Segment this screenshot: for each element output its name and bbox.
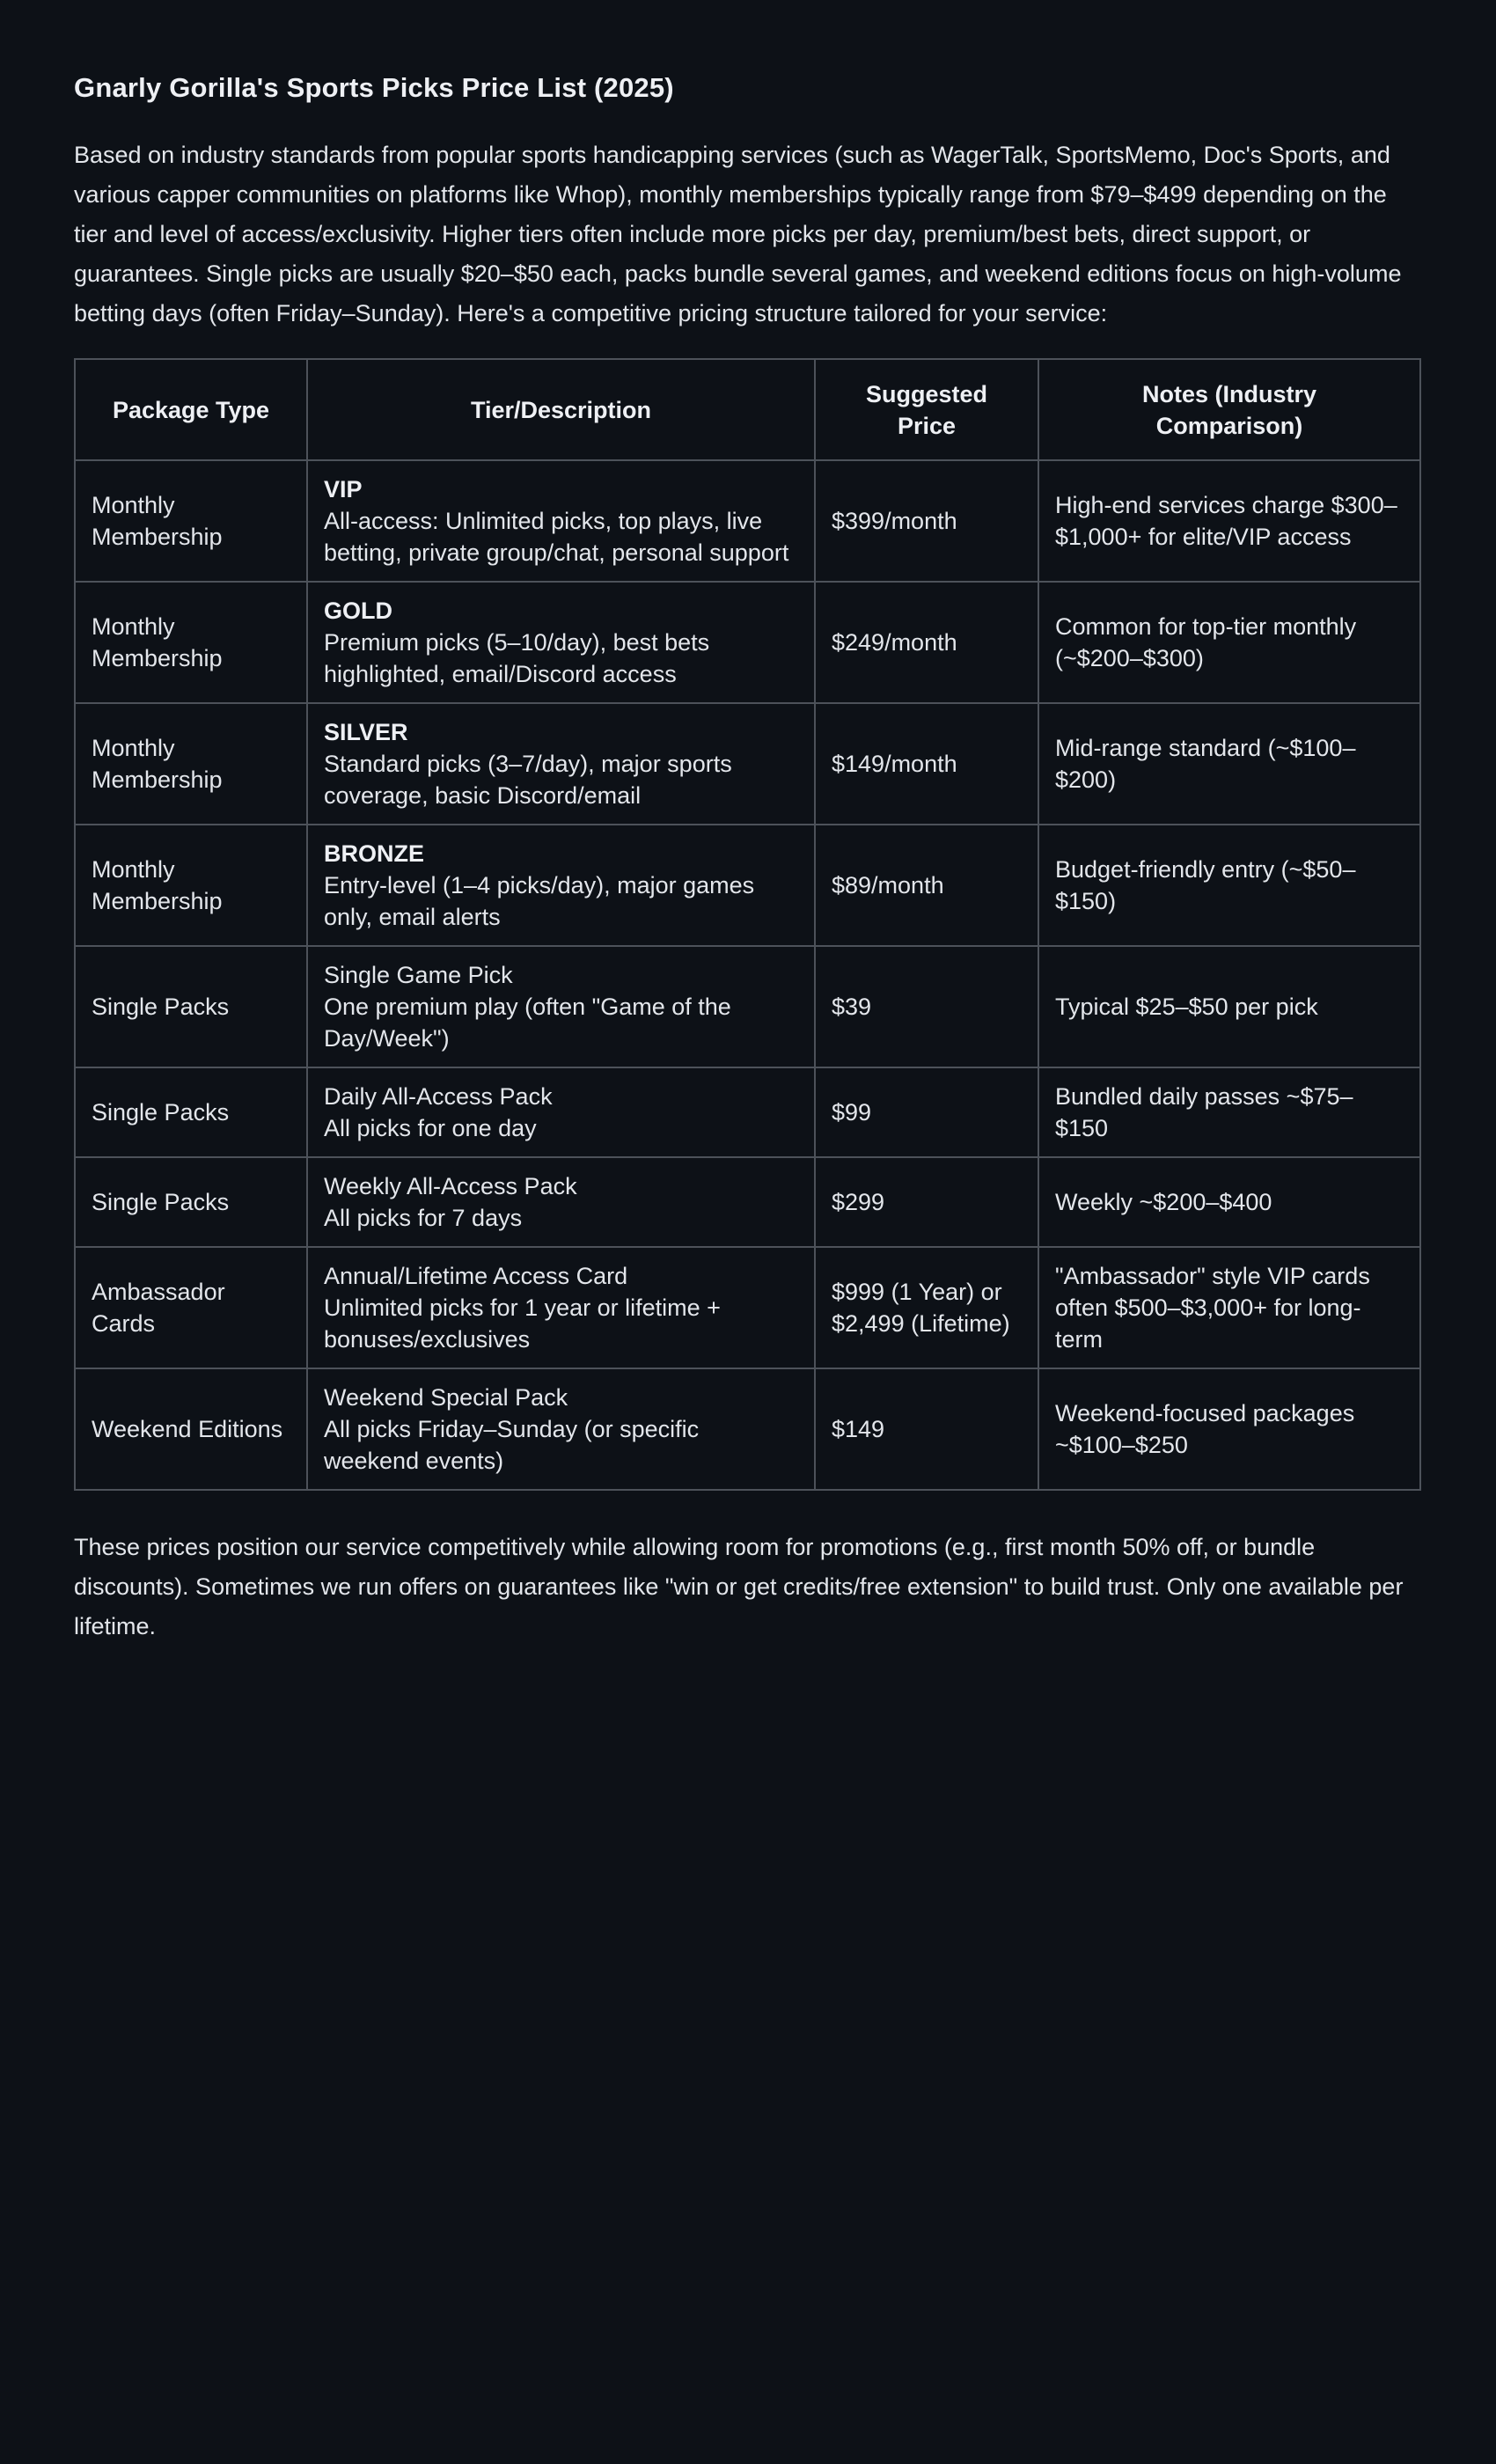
tier-description-cell <box>307 1067 815 1157</box>
tier-description: All picks for 7 days <box>324 1205 523 1231</box>
outro-paragraph: These prices position our service competitively while allowing room for promotions (e.g., first month 50% off, or bundle discounts). Sometimes we run offers on guarantees like "win or get credits/free extension" to build trust. Only one available per lifetime. <box>74 1534 1404 1639</box>
tier-description-cell <box>307 1247 815 1368</box>
tier-description-cell <box>307 946 815 1067</box>
tier-description-cell <box>307 1157 815 1247</box>
tier-description: All-access: Unlimited picks, top plays, live betting, private group/chat, personal support <box>324 508 789 566</box>
tier-name: Weekend Special Pack <box>324 1384 568 1411</box>
page-title: Gnarly Gorilla's Sports Picks Price List (2025) <box>74 72 674 103</box>
tier-description-cell <box>307 582 815 703</box>
package-type-cell: Monthly Membership <box>75 703 307 825</box>
suggested-price-cell: $149 <box>815 1368 1038 1490</box>
table-header-row <box>75 359 1420 460</box>
tier-name: Weekly All-Access Pack <box>324 1173 577 1199</box>
table-row <box>75 582 1420 703</box>
notes-cell: Mid-range standard (~$100–$200) <box>1038 703 1420 825</box>
tier-description: Premium picks (5–10/day), best bets highlighted, email/Discord access <box>324 629 710 687</box>
notes-cell: Weekend-focused packages ~$100–$250 <box>1038 1368 1420 1490</box>
tier-description: Unlimited picks for 1 year or lifetime + bonuses/exclusives <box>324 1294 721 1353</box>
price-table <box>74 358 1421 1491</box>
tier-name: BRONZE <box>324 840 424 867</box>
notes-cell: Budget-friendly entry (~$50–$150) <box>1038 825 1420 946</box>
notes-cell: High-end services charge $300–$1,000+ for elite/VIP access <box>1038 460 1420 582</box>
header-cell-suggested-price <box>815 359 1038 460</box>
package-type-cell: Ambassador Cards <box>75 1247 307 1368</box>
package-type-cell: Monthly Membership <box>75 582 307 703</box>
package-type-cell: Monthly Membership <box>75 825 307 946</box>
header-cell-tier-description <box>307 359 815 460</box>
tier-name: VIP <box>324 476 363 502</box>
package-type-cell: Monthly Membership <box>75 460 307 582</box>
tier-description: One premium play (often "Game of the Day/Week") <box>324 994 731 1052</box>
notes-cell: Weekly ~$200–$400 <box>1038 1157 1420 1247</box>
suggested-price-cell: $299 <box>815 1157 1038 1247</box>
tier-description-cell <box>307 825 815 946</box>
table-row <box>75 703 1420 825</box>
suggested-price-cell: $249/month <box>815 582 1038 703</box>
suggested-price-cell: $999 (1 Year) or $2,499 (Lifetime) <box>815 1247 1038 1368</box>
table-row <box>75 1368 1420 1490</box>
tier-description-cell <box>307 1368 815 1490</box>
notes-cell: "Ambassador" style VIP cards often $500–$3,000+ for long-term <box>1038 1247 1420 1368</box>
tier-description: Standard picks (3–7/day), major sports coverage, basic Discord/email <box>324 751 732 809</box>
suggested-price-cell: $99 <box>815 1067 1038 1157</box>
header-label: Tier/Description <box>470 396 652 423</box>
notes-cell: Bundled daily passes ~$75–$150 <box>1038 1067 1420 1157</box>
suggested-price-cell: $89/month <box>815 825 1038 946</box>
tier-description-cell <box>307 703 815 825</box>
header-cell-notes <box>1038 359 1420 460</box>
package-type-cell: Single Packs <box>75 1157 307 1247</box>
tier-name: GOLD <box>324 598 392 624</box>
table-row <box>75 1157 1420 1247</box>
tier-name: Daily All-Access Pack <box>324 1083 553 1110</box>
tier-description: Entry-level (1–4 picks/day), major games only, email alerts <box>324 872 755 930</box>
tier-description: All picks for one day <box>324 1115 537 1141</box>
suggested-price-cell: $39 <box>815 946 1038 1067</box>
header-label: Package Type <box>112 396 270 423</box>
tier-description-cell <box>307 460 815 582</box>
suggested-price-cell: $149/month <box>815 703 1038 825</box>
tier-name: Single Game Pick <box>324 962 513 988</box>
header-label: Notes (Industry Comparison) <box>1141 380 1317 439</box>
package-type-cell: Weekend Editions <box>75 1368 307 1490</box>
table-row <box>75 825 1420 946</box>
package-type-cell: Single Packs <box>75 1067 307 1157</box>
tier-description: All picks Friday–Sunday (or specific weekend events) <box>324 1416 700 1474</box>
tier-name: SILVER <box>324 719 408 745</box>
tier-name: Annual/Lifetime Access Card <box>324 1263 628 1289</box>
package-type-cell: Single Packs <box>75 946 307 1067</box>
table-row <box>75 1067 1420 1157</box>
table-row <box>75 460 1420 582</box>
suggested-price-cell: $399/month <box>815 460 1038 582</box>
header-cell-package-type <box>75 359 307 460</box>
table-row <box>75 1247 1420 1368</box>
notes-cell: Typical $25–$50 per pick <box>1038 946 1420 1067</box>
header-label: Suggested Price <box>865 380 988 439</box>
intro-paragraph: Based on industry standards from popular sports handicapping services (such as WagerTalk, SportsMemo, Doc's Sports, and various capper communities on platforms like Whop), monthly memberships typically range from $79–$499 depending on the tier and level of access/exclusivity. Higher tiers often include more picks per day, premium/best bets, direct support, or guarantees. Single picks are usually $20–$50 each, packs bundle several games, and weekend editions focus on high-volume betting days (often Friday–Sunday). Here's a competitive pricing structure tailored for your service: <box>74 142 1402 326</box>
table-row <box>75 946 1420 1067</box>
price-table-body <box>75 460 1420 1490</box>
notes-cell: Common for top-tier monthly (~$200–$300) <box>1038 582 1420 703</box>
